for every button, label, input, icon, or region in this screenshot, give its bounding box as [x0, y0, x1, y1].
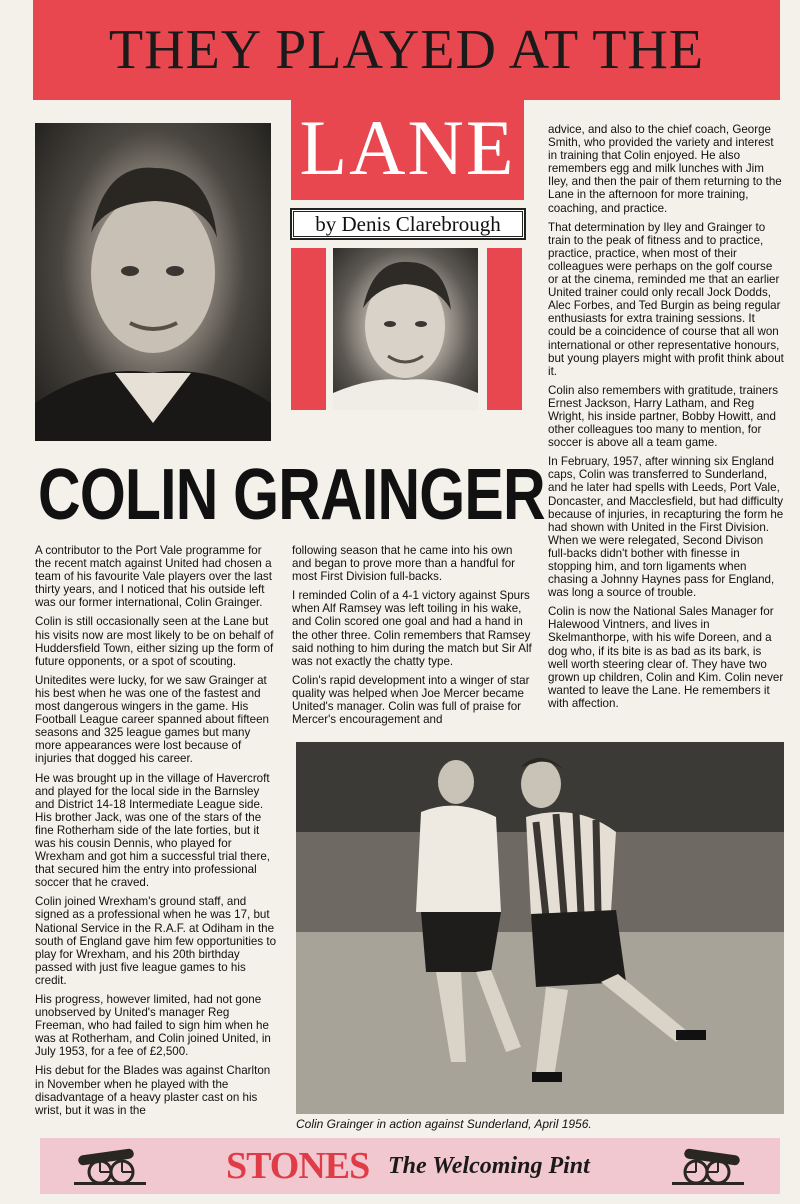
sponsor-slogan: The Welcoming Pint	[388, 1153, 590, 1179]
paragraph: Unitedites were lucky, for we saw Grainger at his best when he was one of the fastest and most dangerous wingers in the game. His Football League career spanned about fifteen seasons and 325 league games but many more appearances were lost because of injuries that dogged his career.	[35, 673, 269, 766]
page-title-lane: LANE	[299, 104, 516, 191]
author-byline: by Denis Clarebrough	[290, 208, 526, 240]
cannon-left-icon	[70, 1142, 150, 1186]
paragraph: advice, and also to the chief coach, George Smith, who provided the variety and interest in training that Colin enjoyed. He also remembers egg and milk lunches with Jim Iley, and then the pair of them returning to the Lane in the afternoon for more training, coaching, and practice.	[548, 123, 782, 215]
article-column-2	[292, 544, 532, 732]
paragraph: Colin joined Wrexham's ground staff, and signed as a professional when he was 17, but National Service in the R.A.F. at Odiham in the south of England gave him few opportunities to play for Wrexham, and his 20th birthday passed with just five league games to his credit.	[35, 895, 277, 987]
paragraph: That determination by Iley and Grainger to train to the peak of fitness and to practice, practice, practice, when most of their colleagues were perhaps on the golf course or at the cinema, reminded me that an earlier United trainer could only recall Jock Dodds, Alec Forbes, and Ted Burgin as being regular enthusiasts for extra training sessions. It could be a coincidence of course that all won international or other representative honours, but young players might with profit think about it.	[548, 220, 784, 378]
left-red-bar	[291, 248, 326, 410]
article-column-1	[35, 544, 278, 1123]
paragraph: Colin's rapid development into a winger of star quality was helped when Joe Mercer became United's manager. Colin was full of praise for Mercer's encouragement and	[292, 673, 530, 727]
article-column-3	[548, 123, 784, 716]
paragraph: A contributor to the Port Vale programme for the recent match against United had chosen a team of his favourite Vale players over the last thirty years, and I noticed that his outside left was our former international, Colin Grainger.	[35, 544, 272, 610]
paragraph: Colin also remembers with gratitude, trainers Ernest Jackson, Harry Latham, and Reg Wright, his inside partner, Bobby Howitt, and other colleagues too many to mention, for soccer is above all a team game.	[548, 383, 779, 450]
author-illustration	[333, 248, 478, 410]
match-illustration	[296, 742, 784, 1114]
paragraph: His progress, however limited, had not gone unobserved by United's manager Reg Freeman, who had failed to sign him when he was at Rotherham, and Colin joined United, in July 1953, for a fee of £2,500.	[35, 993, 271, 1059]
paragraph: In February, 1957, after winning six England caps, Colin was transferred to Sunderland, and he later had spells with Leeds, Port Vale, Doncaster, and Macclesfield, but had difficulty because of injuries, in recapturing the form he had shown with United in the First Division. When we were relegated, Second Divison full-backs didn't bother with finesse in stopping him, and torn ligaments when chasing a Johnny Haynes pass for England, was long a source of trouble.	[548, 455, 784, 600]
paragraph: Colin is now the National Sales Manager for Halewood Vintners, and lives in Skelmanthorpe, with his wife Doreen, and a dog who, if its bite is as bad as its bark, is well worth steering clear of. They have two grown up children, Colin and Kim. Colin never wanted to leave the Lane. He remembers it with affection.	[548, 605, 784, 710]
player-name-headline: COLIN GRAINGER	[38, 455, 545, 535]
paragraph: following season that he came into his own and began to prove more than a handful for most First Division full-backs.	[292, 544, 516, 584]
paragraph: I reminded Colin of a 4-1 victory against Spurs when Alf Ramsey was left toiling in his wake, and Colin scored one goal and had a hand in the other three. Colin remembers that Ramsey said nothing to him during the match but Sir Alf was not exactly the chatty type.	[292, 589, 532, 668]
match-action-photo	[296, 742, 784, 1114]
sponsor-brand: STONES	[226, 1145, 370, 1187]
paragraph: His debut for the Blades was against Charlton in November when he played with the disadvantage of a heavy plaster cast on his wrist, but it was in the	[35, 1064, 271, 1117]
cannon-right-icon	[668, 1142, 748, 1186]
author-portrait-photo	[333, 248, 478, 410]
paragraph: He was brought up in the village of Havercroft and played for the local side in the Barnsley and District 14-18 Intermediate League side. His brother Jack, was one of the stars of the fine Rotherham side of the late forties, but it was his cousin Dennis, who played for Wrexham and got him a successful trial there, that secured him the entry into professional soccer that he craved.	[35, 771, 270, 890]
portrait-illustration	[35, 123, 271, 441]
player-portrait-photo	[35, 123, 271, 441]
right-red-bar	[487, 248, 522, 410]
page-title: THEY PLAYED AT THE	[108, 19, 705, 81]
photo-caption: Colin Grainger in action against Sunderland, April 1956.	[296, 1117, 592, 1131]
paragraph: Colin is still occasionally seen at the Lane but his visits now are most likely to be on behalf of Huddersfield Town, either sizing up the form of future opponents, or a spot of scouting.	[35, 615, 274, 668]
